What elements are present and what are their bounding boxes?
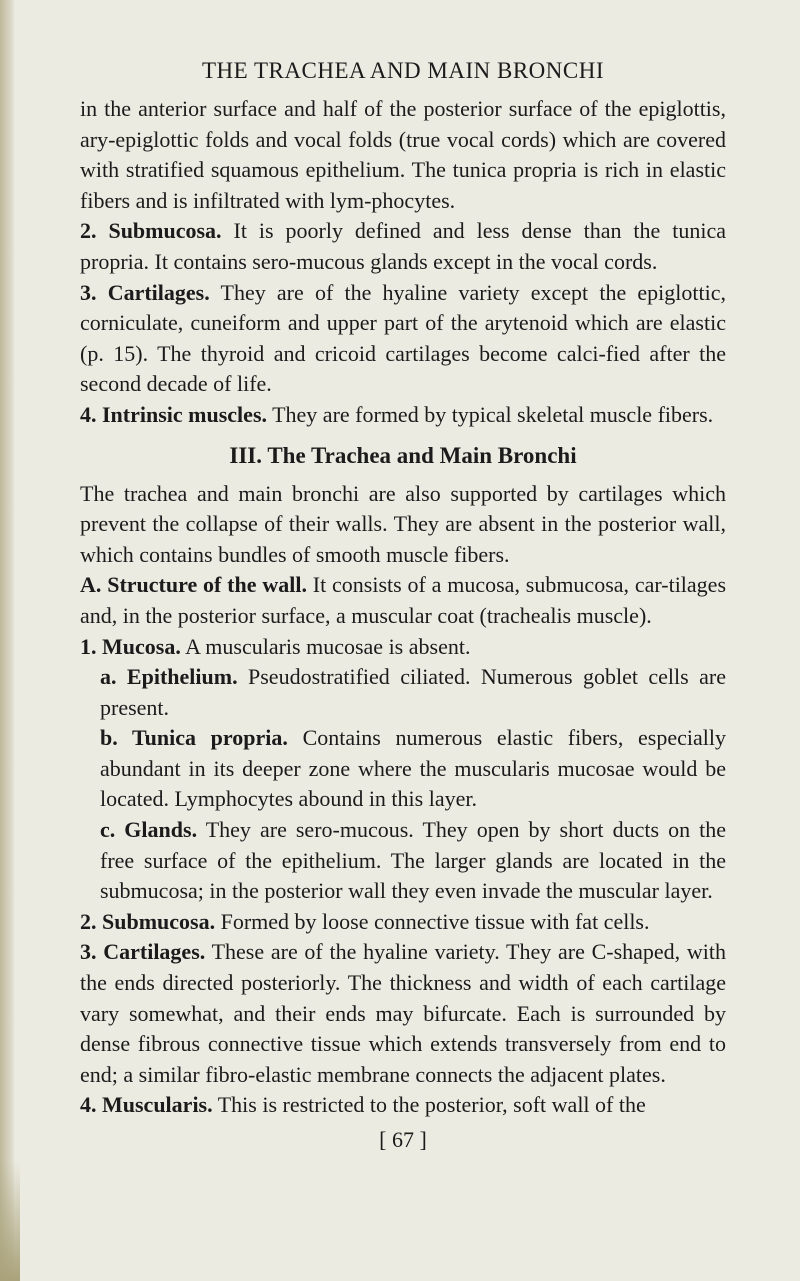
item-label: 4. Muscularis. (80, 1092, 213, 1118)
item-label: 1. Mucosa. (80, 633, 181, 659)
item-label: 3. Cartilages. (80, 279, 210, 305)
item-text: A muscularis mucosae is absent. (180, 633, 471, 659)
item-label: 3. Cartilages. (80, 939, 206, 965)
item-cartilages-trachea (80, 937, 726, 1090)
book-page (80, 56, 726, 1155)
item-tunica-propria (80, 723, 726, 815)
running-head: THE TRACHEA AND MAIN BRONCHI (201, 58, 605, 83)
section-title: III. The Trachea and Main Bronchi (229, 442, 577, 468)
item-text: Pseudostratified ciliated. Numerous goblet cells are present. (100, 664, 726, 720)
item-intrinsic-muscles (80, 400, 726, 431)
book-spine-shadow (0, 0, 14, 1281)
item-mucosa (80, 632, 726, 663)
item-submucosa (80, 216, 726, 277)
item-label: a. Epithelium. (100, 664, 238, 690)
intro-paragraph: in the anterior surface and half of the posterior surface of the epiglottis, ary-epiglottic folds and vocal folds (true vocal cords) which are covered with stratified squamous epithelium. The tunica propria is rich in elastic fibers and is infiltrated with lym-phocytes. (80, 96, 726, 213)
item-label: c. Glands. (100, 817, 198, 843)
item-text: They are of the hyaline variety except the epiglottic, corniculate, cuneiform and upper part of the arytenoid which are elastic (p. 15). The thyroid and cricoid cartilages become calci-fied after the second decade of life. (80, 279, 726, 397)
item-text: These are of the hyaline variety. They are C-shaped, with the ends directed posteriorly. The thickness and width of each cartilage vary somewhat, and their ends may bifurcate. Each is surrounded by dense fibrous connective tissue which extends transversely from end to end; a similar fibro-elastic membrane connects the adjacent plates. (80, 939, 726, 1087)
item-label: b. Tunica propria. (100, 725, 288, 751)
item-label: 4. Intrinsic muscles. (80, 401, 267, 427)
item-text: It consists of a mucosa, submucosa, car-tilages and, in the posterior surface, a muscular coat (trachealis muscle). (80, 572, 727, 628)
page-number: [ 67 ] (379, 1127, 427, 1152)
trachea-paragraph: The trachea and main bronchi are also supported by cartilages which prevent the collapse of their walls. They are absent in the posterior wall, which contains bundles of smooth muscle fibers. (80, 480, 726, 567)
item-text: They are sero-mucous. They open by short ducts on the free surface of the epithelium. The larger glands are located in the submucosa; in the posterior wall they even invade the muscular layer. (100, 817, 726, 904)
page-edge-stain (0, 1161, 20, 1281)
item-text: It is poorly defined and less dense than the tunica propria. It contains sero-mucous glands except in the vocal cords. (80, 218, 727, 274)
item-text: They are formed by typical skeletal muscle fibers. (267, 401, 714, 427)
item-text: Contains numerous elastic fibers, especially abundant in its deeper zone where the muscularis mucosae would be located. Lymphocytes abound in this layer. (100, 725, 726, 812)
item-structure-of-wall (80, 570, 726, 631)
item-epithelium (80, 662, 726, 723)
item-label: 2. Submucosa. (80, 218, 222, 244)
item-submucosa-trachea (80, 907, 726, 938)
item-cartilages (80, 278, 726, 400)
item-label: 2. Submucosa. (80, 908, 216, 934)
item-text: This is restricted to the posterior, soft wall of the (212, 1092, 646, 1118)
item-muscularis (80, 1090, 726, 1121)
item-text: Formed by loose connective tissue with fat cells. (215, 908, 650, 934)
item-label: A. Structure of the wall. (80, 572, 307, 598)
item-glands (80, 815, 726, 907)
